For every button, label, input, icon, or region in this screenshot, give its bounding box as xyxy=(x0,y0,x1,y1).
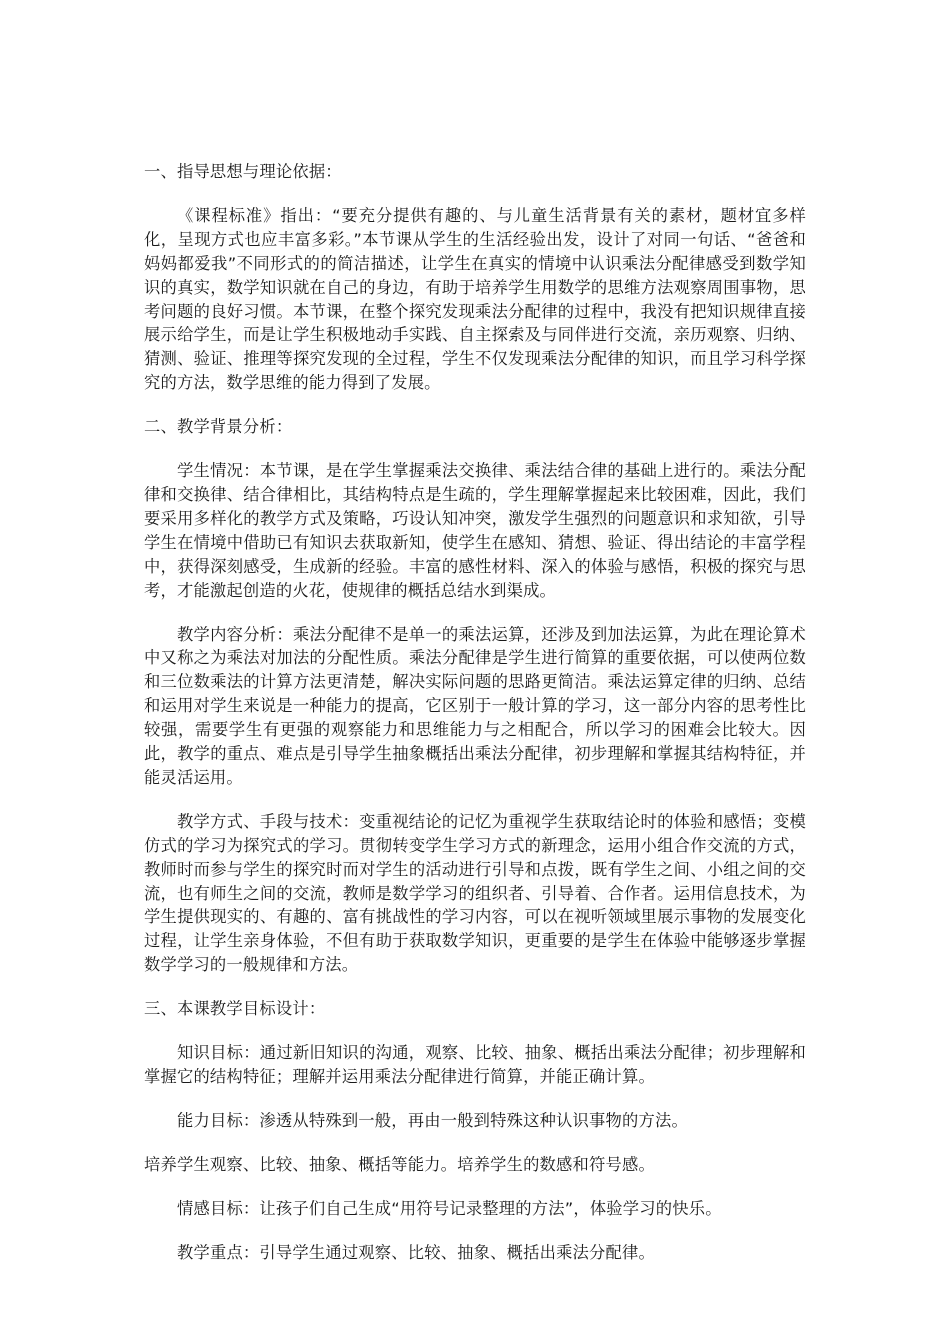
paragraph-guiding-ideology: 《课程标准》指出：“要充分提供有趣的、与儿童生活背景有关的素材，题材宜多样化，呈现方式也应丰富多彩。”本节课从学生的生活经验出发，设计了对同一句话、“爸爸和妈妈都爱我”不同形式的的简洁描述，让学生在真实的情境中认识乘法分配律感受到数学知识的真实，数学知识就在自己的身边，有助于培养学生用数学的思维方法观察周围事物，思考问题的良好习惯。本节课，在整个探究发现乘法分配律的过程中，我没有把知识规律直接展示给学生，而是让学生积极地动手实践、自主探索及与同伴进行交流，亲历观察、归纳、猜测、验证、推理等探究发现的全过程，学生不仅发现乘法分配律的知识，而且学习科学探究的方法，数学思维的能力得到了发展。 xyxy=(144,205,806,393)
paragraph-teaching-focus: 教学重点：引导学生通过观察、比较、抽象、概括出乘法分配律。 xyxy=(177,1242,655,1262)
section-heading-1: 一、指导思想与理论依据： xyxy=(144,162,342,181)
paragraph-knowledge-goal: 知识目标：通过新旧知识的沟通，观察、比较、抽象、概括出乘法分配律；初步理解和掌握它的结构特征；理解并运用乘法分配律进行简算，并能正确计算。 xyxy=(144,1043,806,1086)
paragraph-ability-goal: 能力目标：渗透从特殊到一般，再由一般到特殊这种认识事物的方法。 xyxy=(177,1110,688,1130)
paragraph-ability-goal-continued: 培养学生观察、比较、抽象、概括等能力。培养学生的数感和符号感。 xyxy=(144,1154,655,1174)
paragraph-student-situation: 学生情况：本节课，是在学生掌握乘法交换律、乘法结合律的基础上进行的。乘法分配律和交换律、结合律相比，其结构特点是生疏的，学生理解掌握起来比较困难，因此，我们要采用多样化的教学方式及策略，巧设认知冲突，激发学生强烈的问题意识和求知欲，引导学生在情境中借助已有知识去获取新知，使学生在感知、猜想、验证、得出结论的丰富学程中，获得深刻感受，生成新的经验。丰富的感性材料、深入的体验与感悟，积极的探究与思考，才能激起创造的火花，使规律的概括总结水到渠成。 xyxy=(144,461,806,600)
section-heading-3: 三、本课教学目标设计： xyxy=(144,999,326,1019)
document-page xyxy=(144,160,806,1285)
section-heading-2: 二、教学背景分析： xyxy=(144,417,293,437)
paragraph-emotion-goal: 情感目标：让孩子们自己生成“用符号记录整理的方法”，体验学习的快乐。 xyxy=(177,1198,722,1218)
paragraph-content-analysis: 教学内容分析：乘法分配律不是单一的乘法运算，还涉及到加法运算，为此在理论算术中又称之为乘法对加法的分配性质。乘法分配律是学生进行简算的重要依据，可以使两位数和三位数乘法的计算方法更清楚，解决实际问题的思路更简洁。乘法运算定律的归纳、总结和运用对学生来说是一种能力的提高，它区别于一般计算的学习，这一部分内容的思考性比较强，需要学生有更强的观察能力和思维能力与之相配合，所以学习的困难会比较大。因此，教学的重点、难点是引导学生抽象概括出乘法分配律，初步理解和掌握其结构特征，并能灵活运用。 xyxy=(144,624,806,787)
paragraph-methods-technology: 教学方式、手段与技术：变重视结论的记忆为重视学生获取结论时的体验和感悟；变模仿式的学习为探究式的学习。贯彻转变学生学习方式的新理念，运用小组合作交流的方式，教师时而参与学生的探究时而对学生的活动进行引导和点拨，既有学生之间、小组之间的交流，也有师生之间的交流，教师是数学学习的组织者、引导着、合作者。运用信息技术，为学生提供现实的、有趣的、富有挑战性的学习内容，可以在视听领域里展示事物的发展变化过程，让学生亲身体验，不但有助于获取数学知识，更重要的是学生在体验中能够逐步掌握数学学习的一般规律和方法。 xyxy=(144,811,806,975)
